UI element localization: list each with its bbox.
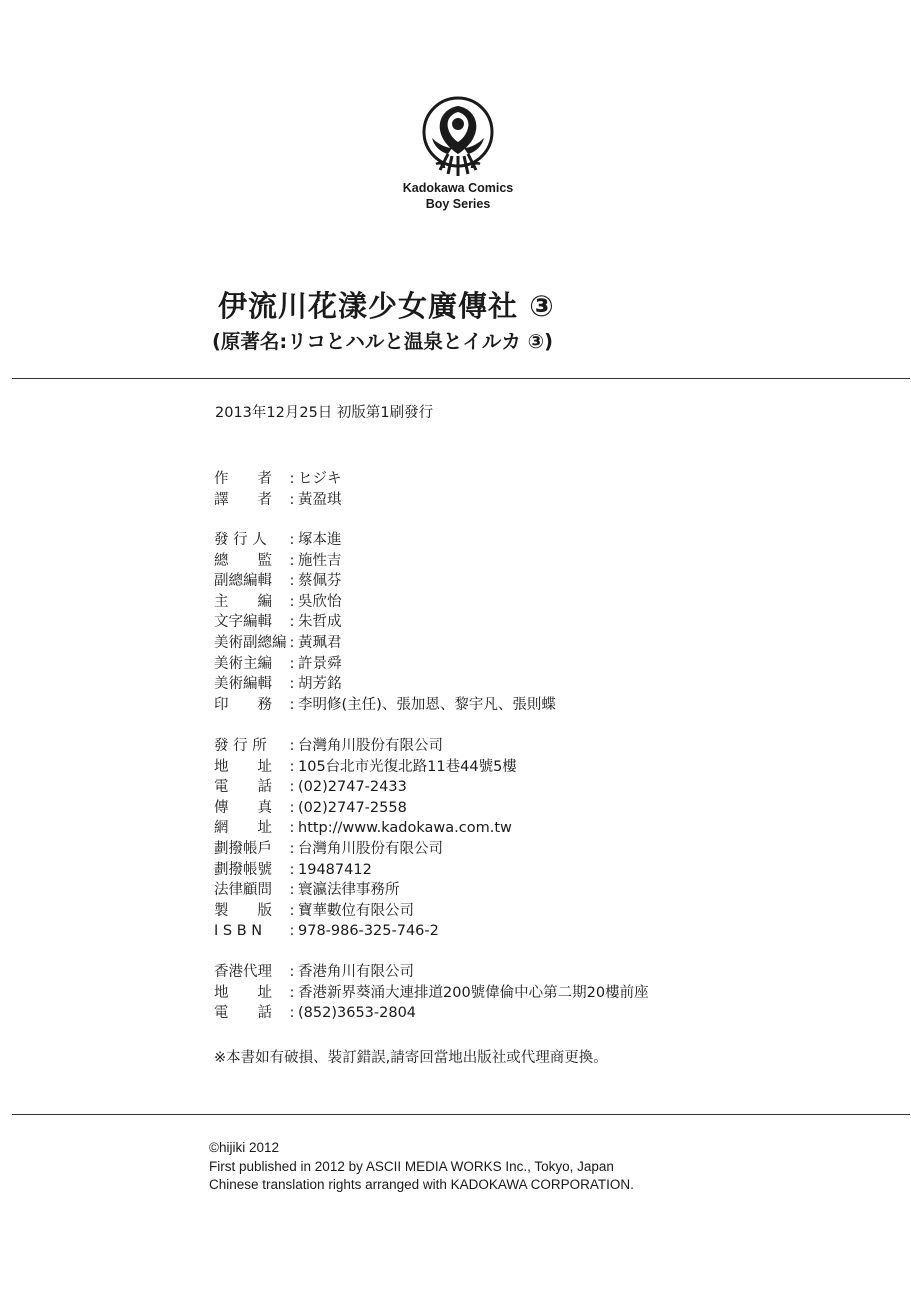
credit-row — [214, 530, 556, 551]
credit-label: 主 編 — [214, 593, 272, 610]
credit-row — [214, 839, 517, 860]
credit-value: (02)2747-2558 — [298, 799, 407, 816]
credit-row — [214, 633, 556, 654]
credit-row — [214, 612, 556, 633]
credit-colon: : — [289, 1005, 295, 1022]
credit-row — [214, 551, 556, 572]
credit-colon: : — [289, 634, 295, 651]
credit-value: 胡芳銘 — [298, 676, 342, 693]
credit-value: 香港角川有限公司 — [298, 964, 414, 980]
credit-row — [214, 695, 556, 716]
first-published-line: First published in 2012 by ASCII MEDIA WORKS Inc., Tokyo, Japan — [209, 1158, 614, 1174]
credit-row — [214, 798, 517, 819]
credit-row — [214, 777, 517, 798]
credit-value: 施性吉 — [298, 552, 342, 569]
credit-colon: : — [289, 882, 295, 899]
credit-row — [214, 592, 556, 613]
credit-label: 香港代理 — [214, 964, 272, 980]
credit-value: 105台北市光復北路11巷44號5樓 — [298, 758, 517, 775]
credit-colon: : — [289, 799, 295, 816]
credit-colon: : — [289, 820, 295, 837]
credit-row — [214, 818, 517, 839]
credit-row — [214, 962, 649, 983]
credit-row — [214, 674, 556, 695]
credit-row — [214, 1003, 649, 1024]
credit-row — [214, 490, 342, 511]
credit-label: 美術編輯 — [214, 676, 272, 693]
credit-row — [214, 860, 517, 881]
credit-label: 譯 者 — [214, 491, 272, 508]
credit-row — [214, 736, 517, 757]
credit-colon: : — [289, 840, 295, 857]
damage-notice: ※本書如有破損、裝訂錯誤,請寄回當地出版社或代理商更換。 — [214, 1050, 608, 1066]
credit-label: 發 行 所 — [214, 738, 267, 754]
credit-label: 製 版 — [214, 902, 272, 919]
credit-value: 19487412 — [298, 861, 372, 878]
credit-colon: : — [289, 861, 295, 878]
credit-colon: : — [289, 964, 295, 980]
credit-label: 電 話 — [214, 779, 272, 796]
credit-label: 副總編輯 — [214, 573, 272, 590]
credit-value: 黃珮君 — [298, 634, 342, 651]
credit-colon: : — [289, 532, 295, 548]
credit-value: http://www.kadokawa.com.tw — [298, 820, 512, 837]
phoenix-icon — [418, 92, 498, 184]
credit-colon: : — [289, 902, 295, 919]
credit-colon: : — [289, 573, 295, 590]
credit-label: 總 監 — [214, 552, 272, 569]
credit-value: 許景舜 — [298, 655, 342, 672]
credit-colon: : — [289, 552, 295, 569]
kadokawa-phoenix-logo — [418, 92, 498, 184]
credits-group-hongkong — [214, 962, 649, 1024]
credit-value: 朱哲成 — [298, 614, 342, 631]
credit-row — [214, 469, 342, 490]
translation-rights-line: Chinese translation rights arranged with KADOKAWA CORPORATION. — [209, 1177, 634, 1192]
credit-label: 網 址 — [214, 820, 272, 837]
credit-row — [214, 901, 517, 922]
credit-label: 發 行 人 — [214, 532, 267, 548]
credit-value: 寶華數位有限公司 — [298, 902, 414, 919]
copyright-block — [209, 1139, 634, 1195]
original-title: (原著名:リコとハルと温泉とイルカ ③) — [212, 330, 554, 353]
credit-colon: : — [289, 738, 295, 754]
credit-row — [214, 571, 556, 592]
credit-colon: : — [289, 779, 295, 796]
credit-value: (852)3653-2804 — [298, 1005, 417, 1022]
credit-label: 作 者 — [214, 471, 272, 487]
book-title: 伊流川花漾少女廣傳社 ③ — [218, 289, 555, 323]
credit-value: 寰瀛法律事務所 — [298, 882, 400, 899]
credit-row — [214, 654, 556, 675]
credit-value: 李明修(主任)、張加恩、黎宇凡、張則蝶 — [298, 696, 556, 713]
credit-colon: : — [289, 614, 295, 631]
series-subname: Boy Series — [425, 197, 491, 211]
credit-label: 電 話 — [214, 1005, 272, 1022]
publication-date: 2013年12月25日 初版第1刷發行 — [215, 405, 434, 421]
credits-group-authors — [214, 469, 342, 510]
credit-label: 美術主編 — [214, 655, 272, 672]
credit-colon: : — [289, 984, 295, 1001]
series-name: Kadokawa Comics — [402, 181, 514, 195]
credit-label: 文字編輯 — [214, 614, 272, 631]
credit-value: 978-986-325-746-2 — [298, 923, 439, 940]
credit-colon: : — [289, 491, 295, 508]
credit-colon: : — [289, 696, 295, 713]
credit-colon: : — [289, 758, 295, 775]
credit-colon: : — [289, 471, 295, 487]
copyright-line: ©hijiki 2012 — [209, 1140, 279, 1155]
credit-value: 香港新界葵涌大連排道200號偉倫中心第二期20樓前座 — [298, 984, 649, 1001]
credit-row — [214, 921, 517, 942]
credit-label: 劃撥帳號 — [214, 861, 272, 878]
credit-value: 吳欣怡 — [298, 593, 342, 610]
credit-value: ヒジキ — [298, 471, 342, 487]
credit-row — [214, 880, 517, 901]
credit-value: 塚本進 — [298, 532, 342, 548]
top-divider — [12, 378, 910, 379]
credit-label: 地 址 — [214, 984, 272, 1001]
credit-value: (02)2747-2433 — [298, 779, 407, 796]
credit-colon: : — [289, 593, 295, 610]
credit-value: 台灣角川股份有限公司 — [298, 840, 443, 857]
credit-row — [214, 983, 649, 1004]
credit-colon: : — [289, 676, 295, 693]
credit-colon: : — [289, 655, 295, 672]
credit-label: I S B N — [214, 923, 263, 940]
credit-label: 地 址 — [214, 758, 272, 775]
credit-value: 蔡佩芬 — [298, 573, 342, 590]
bottom-divider — [12, 1114, 910, 1115]
credits-group-staff — [214, 530, 556, 715]
credit-row — [214, 757, 517, 778]
credit-label: 劃撥帳戶 — [214, 840, 272, 857]
credit-value: 台灣角川股份有限公司 — [298, 738, 443, 754]
credit-value: 黃盈琪 — [298, 491, 342, 508]
credit-colon: : — [289, 923, 295, 940]
credits-group-publisher — [214, 736, 517, 942]
credit-label: 傳 真 — [214, 799, 272, 816]
credit-label: 印 務 — [214, 696, 272, 713]
credit-label: 美術副總編 — [214, 634, 287, 651]
credit-label: 法律顧問 — [214, 882, 272, 899]
